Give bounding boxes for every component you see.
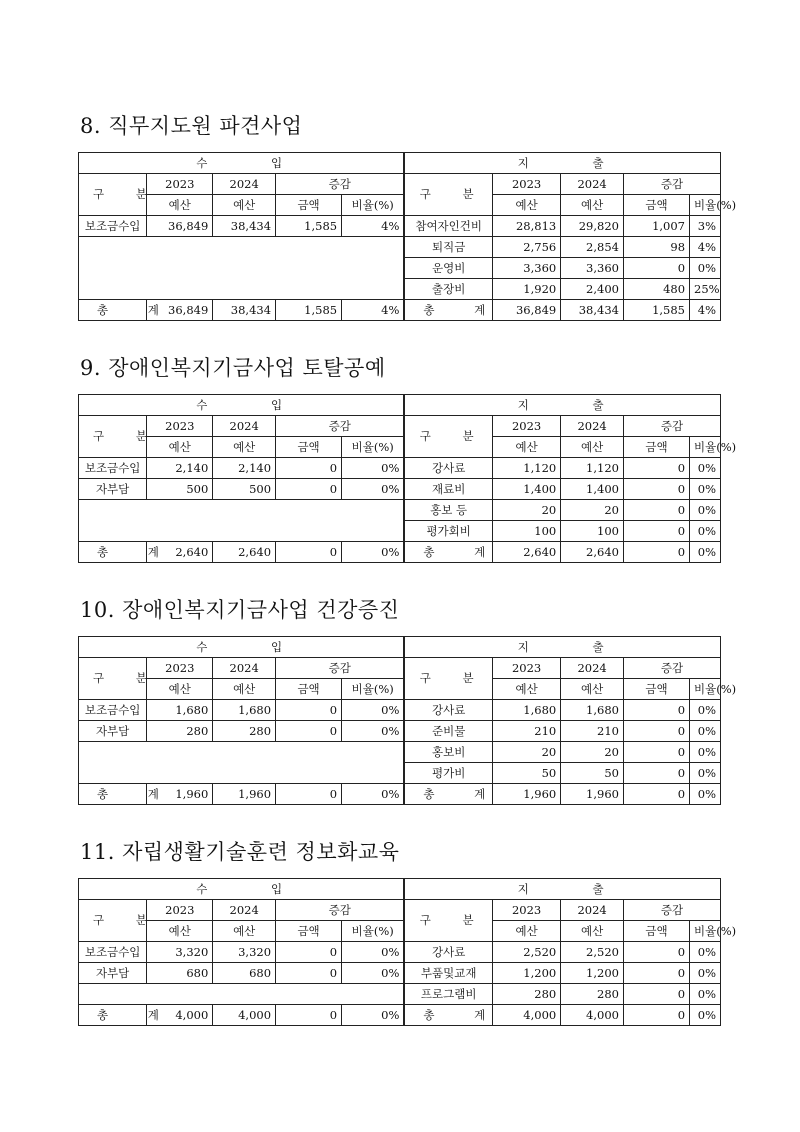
header-row [79,658,721,679]
expense-amount-cell: 1,007 [623,216,689,237]
year-2023-header: 2023 [147,174,213,195]
change-header: 증감 [623,900,720,921]
category-header: 구 분 [79,174,147,216]
income-ratio-cell: 0% [342,479,405,500]
total-income-2024-cell: 4,000 [213,1005,276,1026]
ratio-header: 비율(%) [690,437,721,458]
total-income-ratio-cell: 0% [342,1005,405,1026]
amount-header: 금액 [623,437,689,458]
total-income-2024-cell: 38,434 [213,300,276,321]
header-row [79,637,721,658]
category-header: 구 분 [79,900,147,942]
budget-2023-header: 예산 [147,195,213,216]
expense-name-cell: 부품및교재 [404,963,492,984]
expense-amount-cell: 98 [623,237,689,258]
income-ratio-cell: 0% [342,721,405,742]
year-2024-header: 2024 [561,174,624,195]
empty-income-area [79,500,405,542]
total-expense-2024-cell: 2,640 [561,542,624,563]
income-ratio-cell: 4% [342,216,405,237]
expense-amount-cell: 0 [623,963,689,984]
expense-name-cell: 홍보비 [404,742,492,763]
total-income-2023-cell: 1,960 [147,784,213,805]
year-2023-header: 2023 [492,900,560,921]
expense-2024-cell: 1,120 [561,458,624,479]
expense-2024-cell: 2,854 [561,237,624,258]
expense-2023-cell: 2,756 [492,237,560,258]
amount-header: 금액 [623,195,689,216]
expense-name-cell: 평가비 [404,763,492,784]
expense-2023-cell: 50 [492,763,560,784]
expense-2024-cell: 2,520 [561,942,624,963]
empty-income-area [79,742,405,784]
total-label: 총 계 [404,784,492,805]
year-2024-header: 2024 [213,174,276,195]
table-row [79,942,721,963]
expense-name-cell: 출장비 [404,279,492,300]
expense-name-cell: 준비물 [404,721,492,742]
total-income-2023-cell: 4,000 [147,1005,213,1026]
header-row [79,679,721,700]
expense-name-cell: 퇴직금 [404,237,492,258]
total-label: 총 계 [404,1005,492,1026]
income-name-cell: 자부담 [79,721,147,742]
total-expense-2024-cell: 1,960 [561,784,624,805]
expense-amount-cell: 480 [623,279,689,300]
expense-ratio-cell: 0% [690,942,721,963]
section-title: 10. 장애인복지기금사업 건강증진 [80,598,400,622]
expense-2024-cell: 3,360 [561,258,624,279]
income-amount-cell: 1,585 [276,216,342,237]
empty-income-area [79,984,405,1005]
expense-amount-cell: 0 [623,984,689,1005]
total-label: 총 계 [79,542,147,563]
total-income-ratio-cell: 0% [342,784,405,805]
change-header: 증감 [623,658,720,679]
expense-header: 지 출 [404,879,720,900]
header-row [79,900,721,921]
income-2023-cell: 500 [147,479,213,500]
empty-income-area [79,237,405,300]
expense-header: 지 출 [404,395,720,416]
total-income-amount-cell: 0 [276,542,342,563]
table-row [79,700,721,721]
total-income-2023-cell: 2,640 [147,542,213,563]
income-2024-cell: 38,434 [213,216,276,237]
year-2024-header: 2024 [561,416,624,437]
year-2023-header: 2023 [492,174,560,195]
expense-ratio-cell: 0% [690,763,721,784]
expense-2024-cell: 280 [561,984,624,1005]
expense-2024-cell: 210 [561,721,624,742]
table-row [79,963,721,984]
ratio-header: 비율(%) [342,921,405,942]
total-expense-2023-cell: 2,640 [492,542,560,563]
expense-ratio-cell: 0% [690,721,721,742]
expense-2024-cell: 20 [561,500,624,521]
income-ratio-cell: 0% [342,942,405,963]
income-2023-cell: 2,140 [147,458,213,479]
header-row [79,195,721,216]
total-expense-2023-cell: 36,849 [492,300,560,321]
income-name-cell: 자부담 [79,479,147,500]
change-header: 증감 [276,900,405,921]
budget-2024-header: 예산 [213,921,276,942]
budget-2024-header: 예산 [213,679,276,700]
table-row [79,458,721,479]
expense-amount-cell: 0 [623,458,689,479]
budget-2023-header: 예산 [492,921,560,942]
expense-name-cell: 강사료 [404,458,492,479]
ratio-header: 비율(%) [690,921,721,942]
category-header: 구 분 [79,658,147,700]
income-amount-cell: 0 [276,942,342,963]
budget-table [78,878,737,1026]
expense-2023-cell: 210 [492,721,560,742]
budget-2024-header: 예산 [561,437,624,458]
expense-name-cell: 운영비 [404,258,492,279]
total-expense-ratio-cell: 4% [690,300,721,321]
expense-2023-cell: 1,920 [492,279,560,300]
table-row [79,237,721,258]
expense-ratio-cell: 0% [690,500,721,521]
expense-header: 지 출 [404,153,720,174]
year-2023-header: 2023 [147,416,213,437]
table-row [79,721,721,742]
income-name-cell: 보조금수입 [79,700,147,721]
budget-2024-header: 예산 [561,679,624,700]
year-2024-header: 2024 [213,416,276,437]
expense-ratio-cell: 0% [690,458,721,479]
expense-2024-cell: 1,400 [561,479,624,500]
total-expense-2023-cell: 1,960 [492,784,560,805]
total-income-ratio-cell: 4% [342,300,405,321]
table-row [79,742,721,763]
total-label: 총 계 [404,542,492,563]
income-2023-cell: 1,680 [147,700,213,721]
expense-2023-cell: 280 [492,984,560,1005]
table-row [79,479,721,500]
expense-2023-cell: 1,400 [492,479,560,500]
total-row [79,542,721,563]
header-row [79,395,721,416]
income-ratio-cell: 0% [342,458,405,479]
total-expense-2023-cell: 4,000 [492,1005,560,1026]
budget-2023-header: 예산 [147,679,213,700]
ratio-header: 비율(%) [342,195,405,216]
total-income-amount-cell: 1,585 [276,300,342,321]
total-income-2024-cell: 1,960 [213,784,276,805]
amount-header: 금액 [623,679,689,700]
expense-ratio-cell: 4% [690,237,721,258]
total-expense-2024-cell: 38,434 [561,300,624,321]
header-row [79,437,721,458]
income-2024-cell: 680 [213,963,276,984]
year-2023-header: 2023 [147,658,213,679]
expense-2024-cell: 2,400 [561,279,624,300]
header-row [79,921,721,942]
expense-amount-cell: 0 [623,721,689,742]
expense-ratio-cell: 0% [690,742,721,763]
section-title: 8. 직무지도원 파견사업 [80,114,303,138]
income-name-cell: 자부담 [79,963,147,984]
change-header: 증감 [276,174,405,195]
total-label: 총 계 [79,1005,147,1026]
income-header: 수 입 [79,395,405,416]
budget-table [78,636,737,805]
ratio-header: 비율(%) [690,679,721,700]
total-label: 총 계 [79,784,147,805]
category-header: 구 분 [404,174,492,216]
total-row [79,784,721,805]
budget-2024-header: 예산 [213,195,276,216]
budget-2023-header: 예산 [492,679,560,700]
income-name-cell: 보조금수입 [79,216,147,237]
table-row [79,216,721,237]
category-header: 구 분 [404,658,492,700]
expense-name-cell: 홍보 등 [404,500,492,521]
total-label: 총 계 [404,300,492,321]
total-expense-ratio-cell: 0% [690,542,721,563]
budget-table [78,394,737,563]
year-2024-header: 2024 [561,658,624,679]
amount-header: 금액 [276,437,342,458]
budget-2023-header: 예산 [492,195,560,216]
header-row [79,153,721,174]
expense-ratio-cell: 0% [690,700,721,721]
expense-amount-cell: 0 [623,763,689,784]
amount-header: 금액 [623,921,689,942]
expense-name-cell: 프로그램비 [404,984,492,1005]
total-row [79,1005,721,1026]
income-amount-cell: 0 [276,479,342,500]
amount-header: 금액 [276,195,342,216]
expense-ratio-cell: 0% [690,984,721,1005]
expense-amount-cell: 0 [623,500,689,521]
expense-name-cell: 평가회비 [404,521,492,542]
total-expense-amount-cell: 0 [623,784,689,805]
budget-2024-header: 예산 [213,437,276,458]
header-row [79,879,721,900]
budget-2023-header: 예산 [147,921,213,942]
ratio-header: 비율(%) [690,195,721,216]
expense-2023-cell: 100 [492,521,560,542]
change-header: 증감 [276,658,405,679]
expense-name-cell: 강사료 [404,942,492,963]
section-title: 9. 장애인복지기금사업 토탈공예 [80,356,386,380]
expense-ratio-cell: 0% [690,479,721,500]
expense-ratio-cell: 25% [690,279,721,300]
total-expense-amount-cell: 0 [623,542,689,563]
total-income-ratio-cell: 0% [342,542,405,563]
expense-2023-cell: 20 [492,742,560,763]
change-header: 증감 [276,416,405,437]
amount-header: 금액 [276,679,342,700]
expense-2023-cell: 1,680 [492,700,560,721]
expense-ratio-cell: 0% [690,963,721,984]
total-expense-amount-cell: 1,585 [623,300,689,321]
expense-amount-cell: 0 [623,521,689,542]
total-expense-ratio-cell: 0% [690,784,721,805]
ratio-header: 비율(%) [342,679,405,700]
table-row [79,500,721,521]
expense-2023-cell: 28,813 [492,216,560,237]
table-row [79,984,721,1005]
income-name-cell: 보조금수입 [79,942,147,963]
income-amount-cell: 0 [276,700,342,721]
expense-2023-cell: 1,120 [492,458,560,479]
expense-amount-cell: 0 [623,700,689,721]
income-2024-cell: 500 [213,479,276,500]
income-ratio-cell: 0% [342,963,405,984]
section-title: 11. 자립생활기술훈련 정보화교육 [80,840,400,864]
expense-header: 지 출 [404,637,720,658]
income-2024-cell: 280 [213,721,276,742]
expense-name-cell: 참여자인건비 [404,216,492,237]
change-header: 증감 [623,416,720,437]
expense-name-cell: 재료비 [404,479,492,500]
year-2023-header: 2023 [492,416,560,437]
total-row [79,300,721,321]
header-row [79,174,721,195]
budget-2024-header: 예산 [561,921,624,942]
budget-table [78,152,737,321]
income-header: 수 입 [79,879,405,900]
category-header: 구 분 [404,900,492,942]
budget-2023-header: 예산 [147,437,213,458]
expense-2023-cell: 20 [492,500,560,521]
income-2023-cell: 680 [147,963,213,984]
income-ratio-cell: 0% [342,700,405,721]
expense-2024-cell: 1,680 [561,700,624,721]
income-2023-cell: 3,320 [147,942,213,963]
income-2024-cell: 3,320 [213,942,276,963]
income-name-cell: 보조금수입 [79,458,147,479]
expense-amount-cell: 0 [623,479,689,500]
income-amount-cell: 0 [276,458,342,479]
expense-ratio-cell: 3% [690,216,721,237]
category-header: 구 분 [404,416,492,458]
expense-amount-cell: 0 [623,742,689,763]
income-header: 수 입 [79,637,405,658]
expense-amount-cell: 0 [623,942,689,963]
expense-2023-cell: 2,520 [492,942,560,963]
total-income-2023-cell: 36,849 [147,300,213,321]
income-amount-cell: 0 [276,721,342,742]
income-2023-cell: 280 [147,721,213,742]
amount-header: 금액 [276,921,342,942]
expense-name-cell: 강사료 [404,700,492,721]
header-row [79,416,721,437]
expense-2024-cell: 20 [561,742,624,763]
budget-2023-header: 예산 [492,437,560,458]
total-income-amount-cell: 0 [276,1005,342,1026]
year-2024-header: 2024 [561,900,624,921]
total-income-2024-cell: 2,640 [213,542,276,563]
ratio-header: 비율(%) [342,437,405,458]
total-expense-ratio-cell: 0% [690,1005,721,1026]
expense-2024-cell: 29,820 [561,216,624,237]
total-expense-amount-cell: 0 [623,1005,689,1026]
income-amount-cell: 0 [276,963,342,984]
change-header: 증감 [623,174,720,195]
year-2024-header: 2024 [213,658,276,679]
year-2023-header: 2023 [492,658,560,679]
expense-ratio-cell: 0% [690,258,721,279]
expense-2024-cell: 1,200 [561,963,624,984]
category-header: 구 분 [79,416,147,458]
budget-2024-header: 예산 [561,195,624,216]
total-label: 총 계 [79,300,147,321]
total-income-amount-cell: 0 [276,784,342,805]
income-2023-cell: 36,849 [147,216,213,237]
expense-2024-cell: 100 [561,521,624,542]
year-2023-header: 2023 [147,900,213,921]
expense-2023-cell: 1,200 [492,963,560,984]
expense-amount-cell: 0 [623,258,689,279]
year-2024-header: 2024 [213,900,276,921]
income-header: 수 입 [79,153,405,174]
expense-2024-cell: 50 [561,763,624,784]
expense-ratio-cell: 0% [690,521,721,542]
expense-2023-cell: 3,360 [492,258,560,279]
total-expense-2024-cell: 4,000 [561,1005,624,1026]
income-2024-cell: 1,680 [213,700,276,721]
income-2024-cell: 2,140 [213,458,276,479]
